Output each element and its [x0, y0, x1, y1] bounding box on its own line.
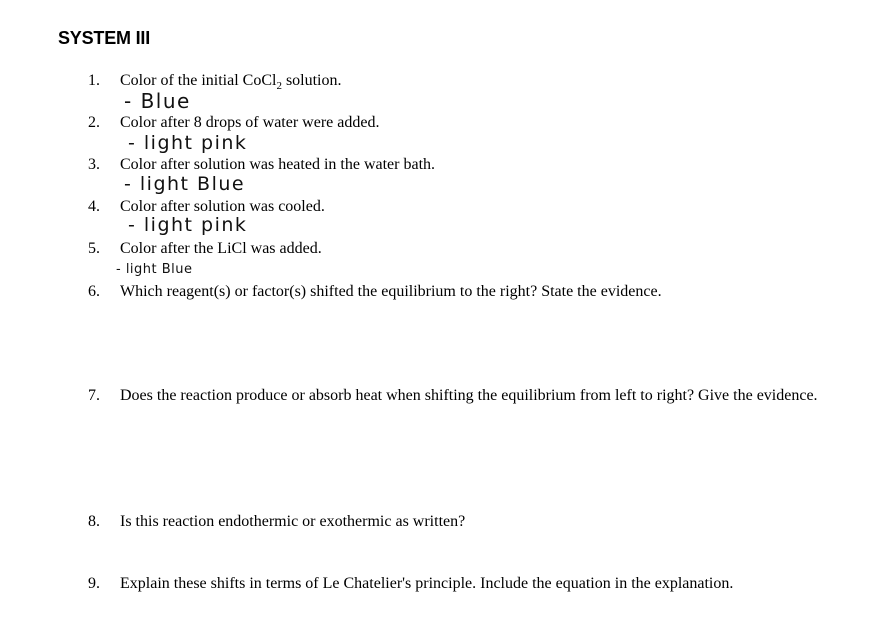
answer-5-handwriting: - light Blue	[116, 262, 193, 277]
question-3-text: Color after solution was heated in the water bath.	[120, 156, 436, 173]
question-8-text: Is this reaction endothermic or exothermic as written?	[120, 513, 466, 530]
question-number-2: 2.	[88, 114, 100, 131]
answer-1-handwriting: - Blue	[124, 89, 191, 113]
question-4-text: Color after solution was cooled.	[120, 198, 325, 215]
question-number-4: 4.	[88, 198, 100, 215]
question-2-text: Color after 8 drops of water were added.	[120, 114, 380, 131]
question-number-8: 8.	[88, 513, 100, 530]
section-title: SYSTEM III	[58, 28, 151, 48]
question-number-6: 6.	[88, 283, 100, 300]
question-number-7: 7.	[88, 387, 100, 404]
question-number-1: 1.	[88, 72, 100, 89]
answer-3-handwriting: - light Blue	[124, 173, 246, 195]
question-number-5: 5.	[88, 240, 100, 257]
question-5-text: Color after the LiCl was added.	[120, 240, 322, 257]
question-1-text: Color of the initial CoCl$_2$ solution.	[120, 72, 342, 93]
answer-2-handwriting: - light pink	[128, 132, 248, 154]
answer-4-handwriting: - light pink	[128, 214, 248, 236]
question-6-text: Which reagent(s) or factor(s) shifted the equilibrium to the right? State the evidence.	[120, 283, 662, 300]
question-7-text: Does the reaction produce or absorb heat when shifting the equilibrium from left to right? Give the evidence.	[120, 387, 818, 404]
question-number-9: 9.	[88, 575, 100, 592]
question-9-text: Explain these shifts in terms of Le Chatelier's principle. Include the equation in the explanation.	[120, 575, 734, 592]
question-number-3: 3.	[88, 156, 100, 173]
